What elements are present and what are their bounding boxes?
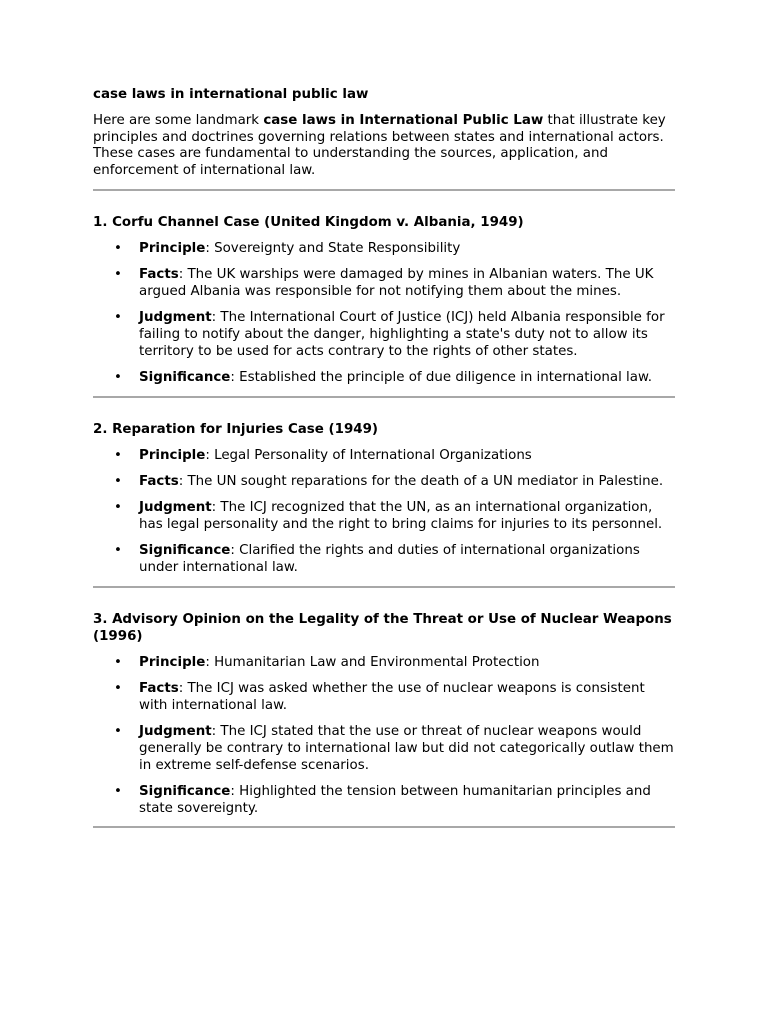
section-divider	[93, 189, 675, 191]
point-text: : The UK warships were damaged by mines in Albanian waters. The UK argued Albania was responsible for not notifying them about the mines.	[139, 267, 654, 299]
list-item	[93, 655, 675, 672]
list-item	[93, 310, 675, 360]
case-points	[93, 241, 675, 387]
point-label: Principle	[139, 240, 206, 256]
point-text: : The ICJ stated that the use or threat of nuclear weapons would generally be contrary to international law but did not categorically outlaw them in extreme self-defense scenarios.	[139, 723, 674, 773]
point-text: : Clarified the rights and duties of international organizations under international law.	[139, 543, 640, 576]
bullet-icon: •	[114, 723, 122, 739]
bullet-icon: •	[114, 310, 122, 326]
intro-paragraph	[93, 113, 675, 180]
point-label: Principle	[139, 654, 206, 670]
point-label: Judgment	[139, 310, 212, 326]
section-divider	[93, 826, 675, 828]
bullet-icon: •	[114, 473, 122, 489]
document-title: case laws in international public law	[93, 87, 369, 102]
intro-emphasis: case laws in International Public Law	[263, 112, 544, 128]
bullet-icon: •	[114, 500, 122, 516]
list-item	[93, 267, 675, 301]
list-item	[93, 681, 675, 715]
document-content	[93, 87, 675, 828]
point-text: : The ICJ recognized that the UN, as an international organization, has legal personality and the right to bring claims for injuries to its personnel.	[139, 500, 663, 533]
case-heading: 3. Advisory Opinion on the Legality of the Threat or Use of Nuclear Weapons (1996)	[93, 611, 672, 644]
point-text: : Highlighted the tension between humanitarian principles and state sovereignty.	[139, 783, 651, 816]
bullet-icon: •	[114, 680, 122, 696]
point-label: Significance	[139, 370, 231, 386]
list-item	[93, 448, 675, 465]
list-item	[93, 474, 675, 491]
case-heading: 1. Corfu Channel Case (United Kingdom v. Albania, 1949)	[93, 214, 524, 230]
bullet-icon: •	[114, 543, 122, 559]
case-section-3	[93, 612, 675, 828]
list-item	[93, 500, 675, 534]
list-item	[93, 784, 675, 818]
bullet-icon: •	[114, 447, 122, 463]
point-label: Significance	[139, 543, 231, 559]
case-points	[93, 448, 675, 577]
bullet-icon: •	[114, 267, 122, 283]
point-text: : The International Court of Justice (ICJ) held Albania responsible for failing to notify about the danger, highlighting a state's duty not to allow its territory to be used for acts contrary to the rights of other states.	[139, 310, 665, 359]
case-points	[93, 655, 675, 818]
point-label: Significance	[139, 783, 231, 799]
bullet-icon: •	[114, 654, 122, 670]
point-label: Judgment	[139, 500, 212, 516]
point-text: : Humanitarian Law and Environmental Protection	[205, 654, 540, 670]
point-text: : The UN sought reparations for the death of a UN mediator in Palestine.	[178, 473, 664, 489]
point-text: : Established the principle of due diligence in international law.	[230, 370, 652, 386]
bullet-icon: •	[114, 240, 122, 256]
case-section-1	[93, 215, 675, 398]
bullet-icon: •	[114, 370, 122, 386]
point-label: Judgment	[139, 723, 212, 739]
intro-text-start: Here are some landmark	[93, 112, 264, 128]
list-item	[93, 543, 675, 577]
point-label: Principle	[139, 447, 206, 463]
point-text: : Legal Personality of International Organizations	[205, 447, 532, 463]
point-label: Facts	[139, 473, 179, 489]
list-item	[93, 724, 675, 774]
list-item	[93, 370, 675, 387]
intro-text-end: that illustrate key principles and doctrines governing relations between states and international actors. These cases are fundamental to understanding the sources, application, and enforcement of international law.	[93, 112, 666, 179]
point-text: : Sovereignty and State Responsibility	[205, 240, 461, 256]
bullet-icon: •	[114, 783, 122, 799]
point-text: : The ICJ was asked whether the use of nuclear weapons is consistent with international law.	[139, 680, 645, 713]
list-item	[93, 241, 675, 258]
section-divider	[93, 586, 675, 588]
case-heading: 2. Reparation for Injuries Case (1949)	[93, 421, 379, 437]
case-section-2	[93, 422, 675, 588]
section-divider	[93, 396, 675, 398]
point-label: Facts	[139, 267, 179, 283]
point-label: Facts	[139, 680, 179, 696]
